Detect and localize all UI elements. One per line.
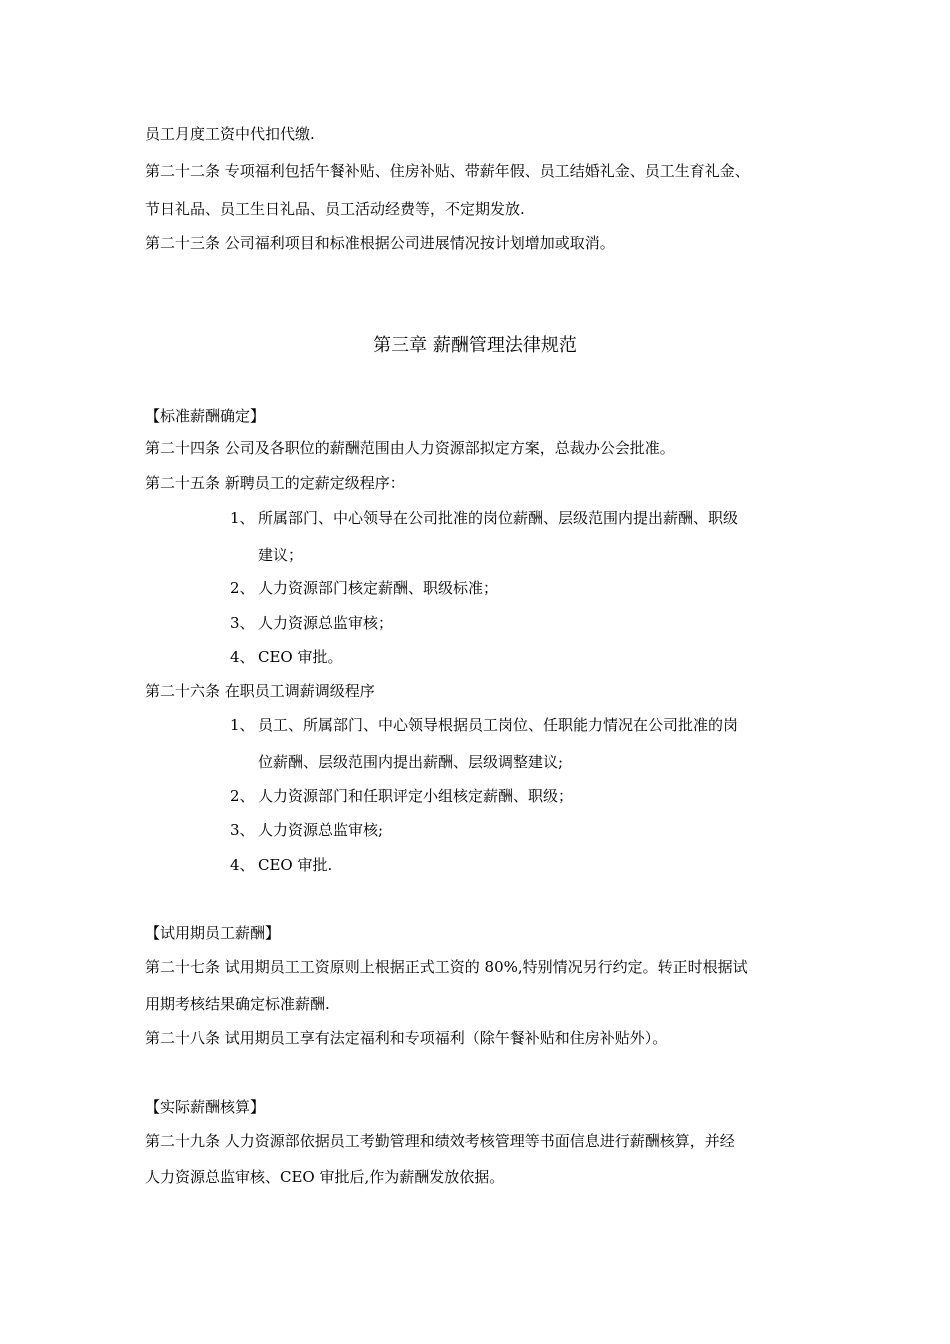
list-item [230,613,393,633]
list-text: 人力资源总监审核; [258,821,384,839]
article-27-line-1: 第二十七条 试用期员工工资原则上根据正式工资的 80%,特别情况另行约定。转正时根据试 [145,958,748,976]
chapter-title: 第三章 薪酬管理法律规范 [373,335,577,356]
list-item [230,647,343,667]
list-item-continuation: 建议； [258,546,304,564]
list-item [230,715,738,735]
list-number: 4、 [230,648,255,666]
paragraph-continuation: 员工月度工资中代扣代缴. [145,125,315,143]
list-item [230,786,573,806]
list-number: 2、 [230,579,255,597]
list-number: 3、 [230,614,255,632]
section-heading-actual-salary: 【实际薪酬核算】 [145,1098,266,1116]
article-22-line-1: 第二十二条 专项福利包括午餐补贴、住房补贴、带薪年假、员工结婚礼金、员工生育礼金、 [145,162,750,180]
list-text: CEO 审批。 [258,648,343,666]
article-28: 第二十八条 试用期员工享有法定福利和专项福利（除午餐补贴和住房补贴外）。 [145,1029,668,1047]
article-25: 第二十五条 新聘员工的定薪定级程序： [145,474,405,492]
list-text: 员工、所属部门、中心领导根据员工岗位、任职能力情况在公司批准的岗 [258,716,739,734]
article-29-line-2: 人力资源总监审核、CEO 审批后,作为薪酬发放依据。 [145,1168,505,1186]
list-item [230,508,738,528]
article-24: 第二十四条 公司及各职位的薪酬范围由人力资源部拟定方案，总裁办公会批准。 [145,439,675,457]
list-item [230,578,498,598]
list-text: 人力资源部门核定薪酬、职级标准； [258,579,499,597]
list-text: 人力资源部门和任职评定小组核定薪酬、职级； [258,787,574,805]
list-text: 人力资源总监审核； [258,614,394,632]
article-22-line-2: 节日礼品、员工生日礼品、员工活动经费等，不定期发放. [145,200,525,218]
list-item [230,820,383,840]
article-23: 第二十三条 公司福利项目和标准根据公司进展情况按计划增加或取消。 [145,234,615,252]
list-number: 1、 [230,716,255,734]
article-29-line-1: 第二十九条 人力资源部依据员工考勤管理和绩效考核管理等书面信息进行薪酬核算，并经 [145,1132,735,1150]
section-heading-probation: 【试用期员工薪酬】 [145,924,281,942]
list-number: 1、 [230,509,255,527]
list-number: 4、 [230,856,255,874]
list-number: 3、 [230,821,255,839]
article-27-line-2: 用期考核结果确定标准薪酬. [145,995,330,1013]
list-item-continuation: 位薪酬、层级范围内提出薪酬、层级调整建议; [258,753,564,771]
list-number: 2、 [230,787,255,805]
article-26: 第二十六条 在职员工调薪调级程序 [145,682,375,700]
list-text: 所属部门、中心领导在公司批准的岗位薪酬、层级范围内提出薪酬、职级 [258,509,739,527]
list-text: CEO 审批. [258,856,333,874]
section-heading-standard-salary: 【标准薪酬确定】 [145,407,266,425]
list-item [230,855,332,875]
